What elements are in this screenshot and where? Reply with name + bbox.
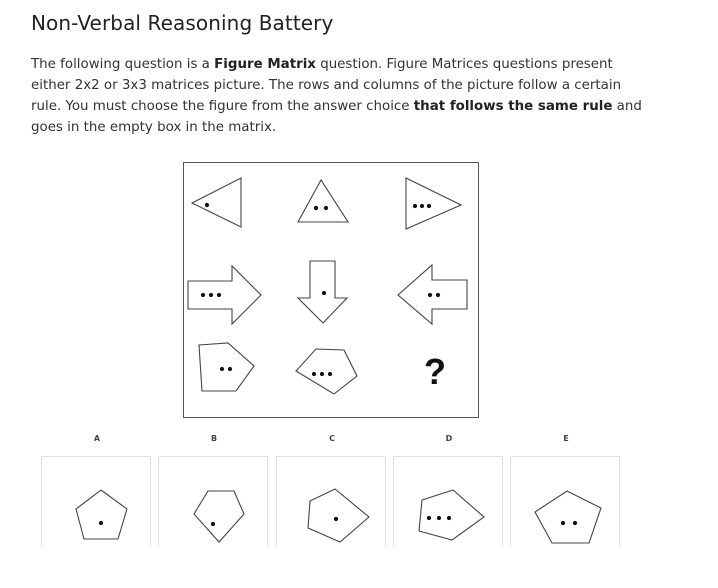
option-a-card[interactable] — [41, 456, 151, 556]
option-b-figure — [159, 457, 268, 556]
matrix-cell-1 — [192, 178, 241, 227]
matrix-cell-6 — [398, 265, 467, 324]
option-b-card[interactable] — [158, 456, 268, 556]
matrix-cell-8 — [296, 349, 357, 394]
matrix-cell-2 — [298, 180, 348, 222]
page-bottom-fade — [0, 547, 718, 588]
missing-figure-marker: ? — [424, 351, 446, 392]
intro-emphasis: that follows the same rule — [413, 99, 613, 114]
option-b-label: B — [210, 434, 218, 443]
matrix-cell-4 — [188, 266, 261, 324]
option-e-figure — [511, 457, 620, 556]
option-d-figure — [394, 457, 503, 556]
matrix-cell-3 — [406, 178, 461, 229]
option-e-label: E — [563, 434, 569, 443]
intro-text: and goes in the empty box in the matrix. — [31, 99, 642, 135]
matrix-cell-7 — [199, 343, 254, 391]
option-d-label: D — [445, 434, 453, 443]
intro-text: The following question is a — [31, 57, 215, 72]
option-a-label: A — [93, 434, 101, 443]
question-intro — [31, 54, 651, 138]
option-d-card[interactable] — [393, 456, 503, 556]
option-c-card[interactable] — [276, 456, 386, 556]
option-e-card[interactable] — [510, 456, 620, 556]
intro-emphasis: Figure Matrix — [214, 57, 316, 72]
intro-text: question. Figure Matrices questions present either 2x2 or 3x3 matrices picture. The rows and columns of the picture follow a certain rule. You must choose the figure from the answer choice — [31, 57, 622, 114]
option-c-figure — [277, 457, 386, 556]
option-a-figure — [42, 457, 151, 556]
option-c-label: C — [329, 434, 335, 443]
page-title: Non-Verbal Reasoning Battery — [31, 11, 334, 35]
